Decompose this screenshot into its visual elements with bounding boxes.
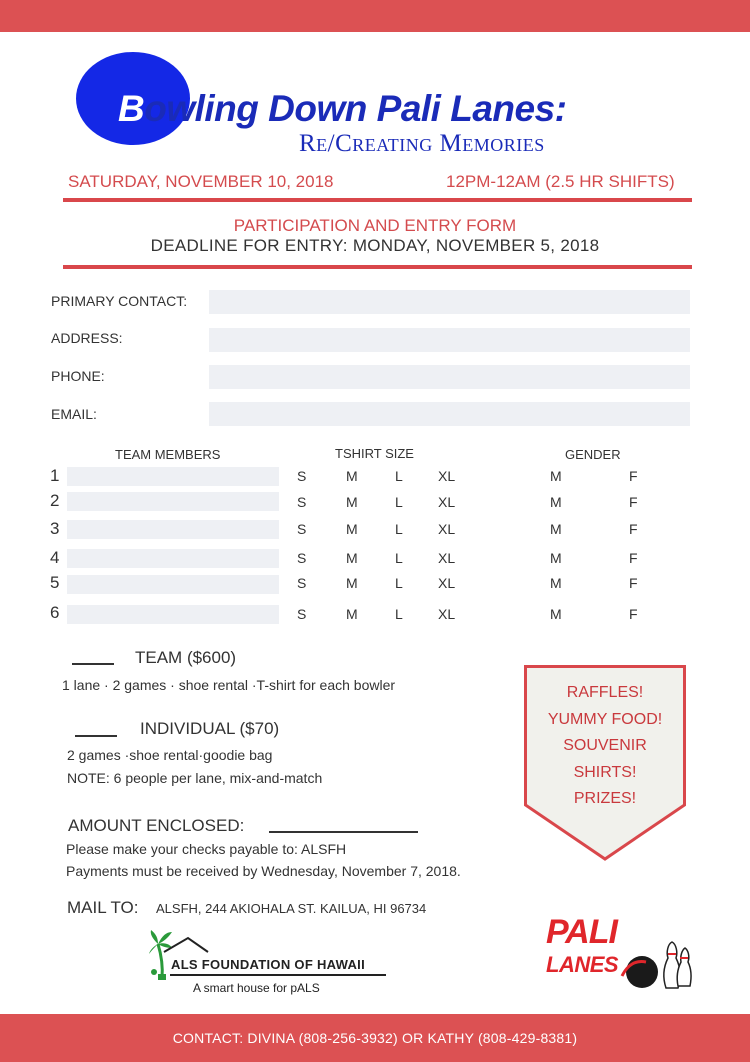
divider: [63, 198, 692, 202]
individual-option-description: 2 games ·shoe rental·goodie bag: [67, 747, 273, 763]
gender-m-option[interactable]: M: [550, 468, 562, 484]
size-l-option[interactable]: L: [395, 494, 403, 510]
email-label: EMAIL:: [51, 406, 97, 422]
team-member-field[interactable]: [67, 492, 279, 511]
gender-f-option[interactable]: F: [629, 550, 638, 566]
divider: [63, 265, 692, 269]
size-s-option[interactable]: S: [297, 550, 307, 566]
individual-option-label: INDIVIDUAL ($70): [140, 719, 280, 738]
primary-contact-label: PRIMARY CONTACT:: [51, 293, 188, 309]
lanes-logo-text: LANES: [546, 952, 619, 977]
individual-option-note: NOTE: 6 people per lane, mix-and-match: [67, 770, 323, 786]
team-member-field[interactable]: [67, 605, 279, 624]
size-l-option[interactable]: L: [395, 550, 403, 566]
size-s-option[interactable]: S: [297, 494, 307, 510]
size-xl-option[interactable]: XL: [438, 606, 456, 622]
size-m-option[interactable]: M: [346, 575, 358, 591]
als-logo-divider: [170, 974, 386, 976]
size-m-option[interactable]: M: [346, 468, 358, 484]
gender-f-option[interactable]: F: [629, 575, 638, 591]
mail-to-label: MAIL TO:: [67, 898, 139, 917]
form-title: PARTICIPATION AND ENTRY FORM: [233, 216, 517, 235]
footer-contact: CONTACT: DIVINA (808-256-3932) OR KATHY (808-429-8381): [172, 1030, 578, 1046]
gender-f-option[interactable]: F: [629, 468, 638, 484]
event-subtitle: Re/Creating Memories: [299, 130, 545, 157]
team-member-field[interactable]: [67, 467, 279, 486]
top-banner: [0, 0, 750, 32]
entry-deadline: DEADLINE FOR ENTRY: MONDAY, NOVEMBER 5, 2018: [150, 236, 600, 255]
address-label: ADDRESS:: [51, 330, 123, 346]
gender-m-option[interactable]: M: [550, 606, 562, 622]
size-s-option[interactable]: S: [297, 521, 307, 537]
gender-m-option[interactable]: M: [550, 494, 562, 510]
promo-line: PRIZES!: [573, 790, 637, 807]
gender-f-option[interactable]: F: [629, 606, 638, 622]
row-number: 2: [50, 491, 60, 510]
promo-line: SHIRTS!: [573, 763, 637, 781]
promo-line: RAFFLES!: [566, 684, 644, 701]
amount-enclosed-label: AMOUNT ENCLOSED:: [68, 816, 245, 835]
team-member-field[interactable]: [67, 549, 279, 568]
size-xl-option[interactable]: XL: [438, 494, 456, 510]
size-m-option[interactable]: M: [346, 606, 358, 622]
size-s-option[interactable]: S: [297, 606, 307, 622]
promo-line: SOUVENIR: [563, 737, 647, 754]
title-first-letter: B: [118, 88, 145, 129]
team-option-description: 1 lane · 2 games · shoe rental ·T-shirt for each bowler: [62, 677, 396, 693]
als-foundation-tagline: A smart house for pALS: [193, 981, 320, 995]
event-date: SATURDAY, NOVEMBER 10, 2018: [68, 172, 334, 191]
payable-note: Please make your checks payable to: ALSFH: [66, 841, 347, 857]
email-field[interactable]: [209, 402, 690, 426]
gender-m-option[interactable]: M: [550, 550, 562, 566]
phone-label: PHONE:: [51, 368, 105, 384]
size-l-option[interactable]: L: [395, 521, 403, 537]
primary-contact-field[interactable]: [209, 290, 690, 314]
gender-f-option[interactable]: F: [629, 494, 638, 510]
size-xl-option[interactable]: XL: [438, 468, 456, 484]
team-member-field[interactable]: [67, 575, 279, 594]
row-number: 4: [50, 548, 60, 567]
promo-badge: [524, 680, 686, 813]
row-number: 3: [50, 519, 60, 538]
row-number: 6: [50, 603, 60, 622]
promo-line: YUMMY FOOD!: [547, 710, 663, 728]
row-number: 5: [50, 573, 60, 592]
size-m-option[interactable]: M: [346, 521, 358, 537]
event-time: 12PM-12AM (2.5 HR SHIFTS): [446, 172, 675, 191]
tshirt-size-header: TSHIRT SIZE: [335, 446, 414, 461]
palm-tree-icon: [148, 926, 212, 986]
payment-deadline-note: Payments must be received by Wednesday, November 7, 2018.: [66, 863, 461, 879]
size-xl-option[interactable]: XL: [438, 550, 456, 566]
gender-m-option[interactable]: M: [550, 575, 562, 591]
size-s-option[interactable]: S: [297, 468, 307, 484]
size-s-option[interactable]: S: [297, 575, 307, 591]
size-l-option[interactable]: L: [395, 606, 403, 622]
team-option-blank[interactable]: [72, 663, 114, 665]
size-xl-option[interactable]: XL: [438, 575, 456, 591]
amount-enclosed-blank[interactable]: [269, 831, 418, 833]
size-l-option[interactable]: L: [395, 468, 403, 484]
bowling-pins-icon: [618, 936, 694, 994]
size-xl-option[interactable]: XL: [438, 521, 456, 537]
gender-f-option[interactable]: F: [629, 521, 638, 537]
als-foundation-name: ALS FOUNDATION OF HAWAII: [171, 957, 366, 972]
size-l-option[interactable]: L: [395, 575, 403, 591]
footer-bar: [0, 1014, 750, 1062]
address-field[interactable]: [209, 328, 690, 352]
phone-field[interactable]: [209, 365, 690, 389]
mailing-address: ALSFH, 244 AKIOHALA ST. KAILUA, HI 96734: [156, 901, 427, 916]
title-rest: owling Down Pali Lanes:: [144, 88, 567, 129]
size-m-option[interactable]: M: [346, 550, 358, 566]
event-title: [118, 88, 567, 130]
row-number: 1: [50, 466, 60, 485]
team-option-label: TEAM ($600): [135, 648, 237, 667]
team-members-header: TEAM MEMBERS: [115, 447, 221, 462]
size-m-option[interactable]: M: [346, 494, 358, 510]
individual-option-blank[interactable]: [75, 735, 117, 737]
gender-m-option[interactable]: M: [550, 521, 562, 537]
team-member-field[interactable]: [67, 520, 279, 539]
gender-header: GENDER: [565, 447, 621, 462]
pali-logo-text: PALI: [546, 913, 617, 951]
